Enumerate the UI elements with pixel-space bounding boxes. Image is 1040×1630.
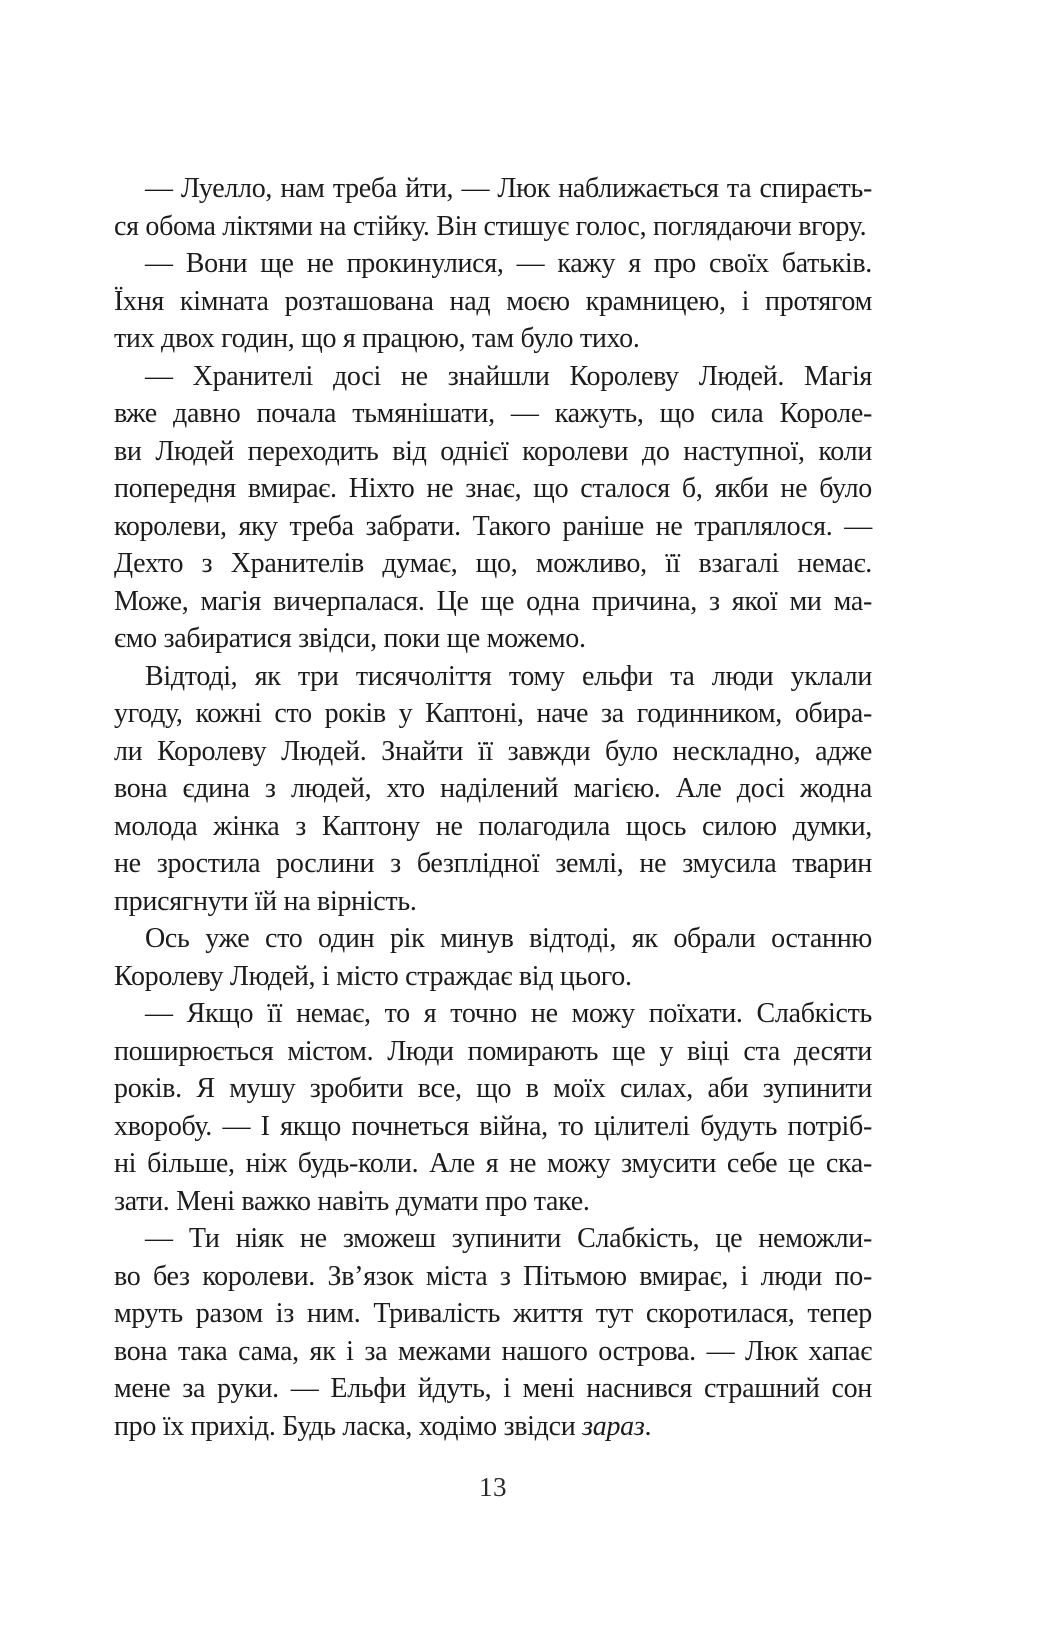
text-line: присягнути їй на вірність. — [114, 885, 417, 917]
text-line: Їхня кімната розташована над моєю крамницею, і протягом — [114, 285, 872, 317]
text-line: поширюється містом. Люди помирають ще у віці ста десяти — [114, 1035, 872, 1067]
text-line: ви Людей переходить від однієї королеви до наступної, коли — [114, 435, 872, 467]
paragraph — [114, 1220, 872, 1445]
text-line: — Луелло, нам треба йти, — Люк наближається та спираєть- — [145, 173, 872, 204]
text-line: вона єдина з людей, хто наділений магією. Але досі жодна — [114, 773, 872, 804]
paragraph — [114, 658, 872, 921]
text-line: ли Королеву Людей. Знайти її завжди було нескладно, адже — [114, 735, 872, 767]
paragraph — [114, 358, 872, 658]
text-line: — Якщо її немає, то я точно не можу поїхати. Слабкість — [145, 998, 872, 1029]
text-line: зати. Мені важко навіть думати про таке. — [114, 1185, 590, 1217]
text-line: ємо забиратися звідси, поки ще можемо. — [114, 623, 586, 654]
text-line: Дехто з Хранителів думає, що, можливо, її взагалі немає. — [114, 548, 872, 579]
text-line: угоду, кожні сто років у Каптоні, наче за годинником, обира- — [114, 698, 872, 729]
text-line: тих двох годин, що я працюю, там було тихо. — [114, 323, 640, 354]
text-line: Ось уже сто один рік минув відтоді, як обрали останню — [145, 923, 872, 954]
page-number: 13 — [479, 1472, 507, 1502]
text-line: вже давно почала тьмянішати, — кажуть, що сила Короле- — [114, 398, 872, 429]
text-line: ні більше, ніж будь-коли. Але я не можу змусити себе це ска- — [114, 1148, 872, 1179]
text-line: про їх прихід. Будь ласка, ходімо звідси зараз. — [114, 1410, 652, 1442]
text-line: Відтоді, як три тисячоліття тому ельфи та люди уклали — [145, 660, 872, 692]
text-line: — Ти ніяк не зможеш зупинити Слабкість, це неможли- — [145, 1223, 872, 1254]
paragraph — [114, 995, 872, 1220]
text-line: років. Я мушу зробити все, що в моїх силах, аби зупинити — [114, 1073, 872, 1104]
text-line: Може, магія вичерпалася. Це ще одна причина, з якої ми ма- — [114, 585, 872, 617]
paragraph — [114, 920, 872, 995]
text-line: королеви, яку треба забрати. Такого раніше не траплялося. — — [114, 510, 872, 542]
text-line: Королеву Людей, і місто страждає від цього. — [114, 960, 632, 992]
page-text-block — [114, 170, 872, 1445]
text-line: не зростила рослини з безплідної землі, не змусила тварин — [114, 848, 872, 879]
text-line: мене за руки. — Ельфи йдуть, і мені наснився страшний сон — [114, 1373, 872, 1404]
text-line: хворобу. — І якщо почнеться війна, то цілителі будуть потріб- — [114, 1110, 872, 1142]
text-line: во без королеви. Зв’язок міста з Пітьмою вмирає, і люди по- — [114, 1260, 872, 1292]
text-line: ся обома ліктями на стійку. Він стишує голос, поглядаючи вгору. — [114, 210, 867, 242]
text-line: молода жінка з Каптону не полагодила щось силою думки, — [114, 810, 872, 842]
text-line: — Вони ще не прокинулися, — кажу я про своїх батьків. — [145, 248, 872, 279]
text-line: — Хранителі досі не знайшли Королеву Людей. Магія — [145, 360, 872, 392]
paragraph — [114, 245, 872, 358]
text-line: вона така сама, як і за межами нашого острова. — Люк хапає — [114, 1335, 872, 1367]
paragraph — [114, 170, 872, 245]
text-line: попередня вмирає. Ніхто не знає, що сталося б, якби не було — [114, 473, 872, 504]
text-line: мруть разом із ним. Тривалість життя тут скоротилася, тепер — [114, 1298, 872, 1329]
